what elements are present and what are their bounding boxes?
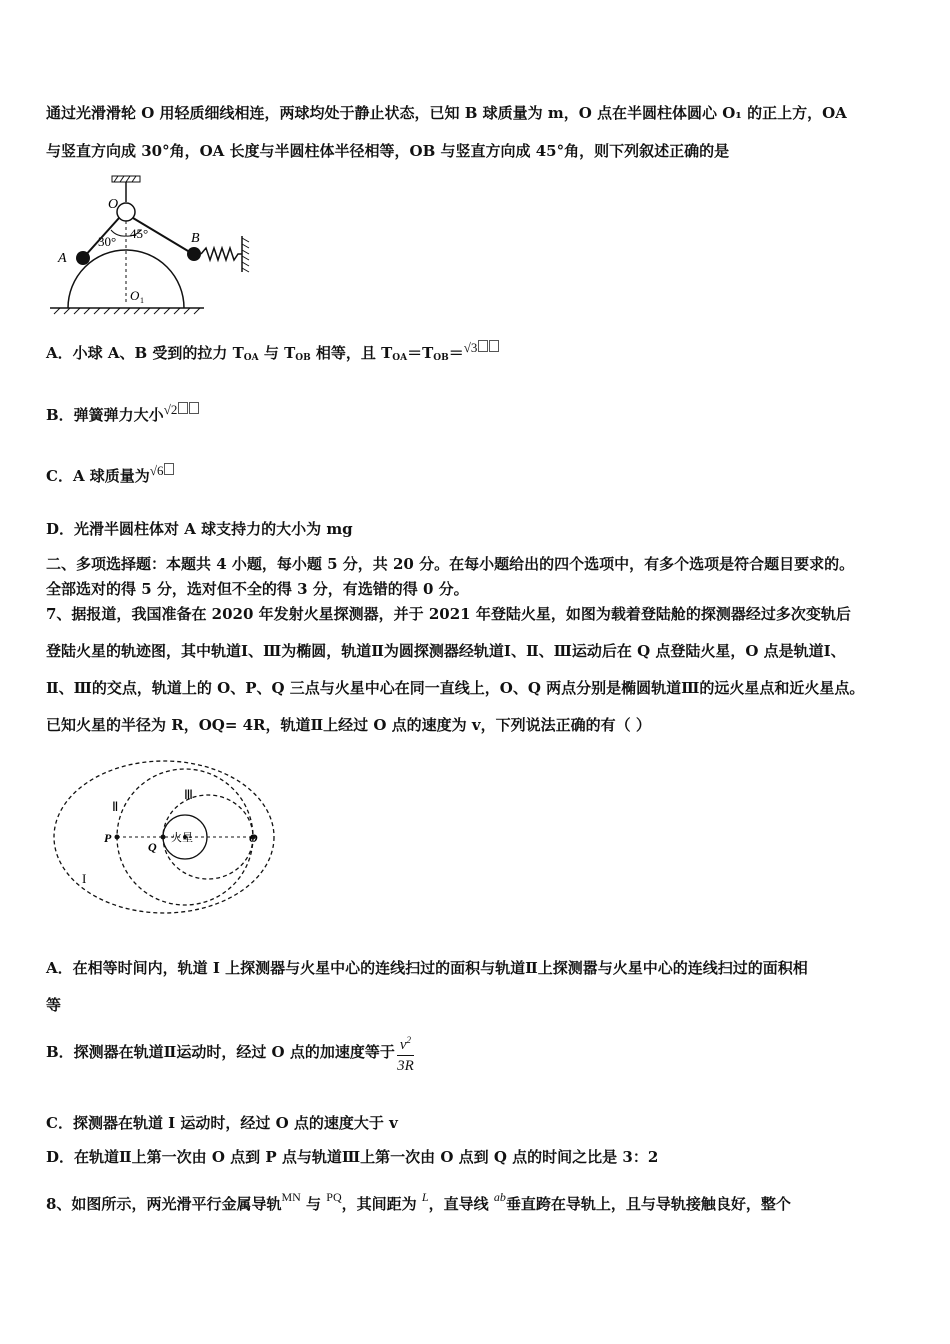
label-mars: 火星 <box>171 831 193 844</box>
label-B: B <box>191 231 200 246</box>
figure-pulley-hemisphere <box>46 172 261 320</box>
q6-option-d: D．光滑半圆柱体对 A 球支持力的大小为 mg <box>46 520 353 538</box>
q7-option-a-line1: A．在相等时间内，轨道 I 上探测器与火星中心的连线扫过的面积与轨道Ⅱ上探测嚣与火星中心的连线扫过的面积相 <box>46 959 808 977</box>
sqrt3: √3 <box>463 340 478 355</box>
q6-intro-line2: 与竖直方向成 30°角，OA 长度与半圆柱体半径相等，OB 与竖直方向成 45°角，则下列叙述正确的是 <box>46 142 730 160</box>
angle-45: 45° <box>130 226 149 241</box>
rail-PQ: PQ <box>326 1190 342 1204</box>
q6-option-a: A．小球 A、B 受到的拉力 $T_{OA}$ 与 $T_{OB}$ 相等，且 $T_{OA}=T_{OB}=√3$ <box>46 340 499 363</box>
angle-30: 30° <box>98 234 117 249</box>
wire-ab: ab <box>493 1190 506 1204</box>
q7-line3: Ⅱ、Ⅲ的交点，轨道上的 O、P、Q 三点与火星中心在同一直线上，O、Q 两点分别是椭圆轨道Ⅲ的远火星点和近火星点。 <box>46 679 865 697</box>
label-O: O <box>108 197 119 212</box>
label-orbit-II: Ⅱ <box>112 799 119 814</box>
rail-MN: MN <box>281 1190 301 1204</box>
q6-option-b: B．弹簧弹力大小√2 <box>46 402 199 425</box>
q6-option-c: C．A 球质量为√6 <box>46 463 174 486</box>
label-Q: Q <box>148 840 157 854</box>
sqrt6: √6 <box>149 463 164 478</box>
label-O1: O <box>130 288 140 303</box>
label-A: A <box>58 251 67 266</box>
q8-line1: 8、如图所示，两光滑平行金属导轨$^{MN}$ 与 $^{PQ}$，其间距为 $^L$，直导线 $^{ab}$垂直跨在导轨上，且与导轨接触良好，整个 <box>46 1190 791 1213</box>
distance-L: L <box>421 1190 429 1204</box>
q7-option-a-line2: 等 <box>46 996 62 1014</box>
q7-line2: 登陆火星的轨迹图，其中轨道Ⅰ、Ⅲ为椭圆，轨道Ⅱ为圆探测器经轨道Ⅰ、Ⅱ、Ⅲ运动后在 Q 点登陆火星，O 点是轨道Ⅰ、 <box>46 642 846 660</box>
sqrt2: √2 <box>163 402 178 417</box>
q7-line4: 已知火星的半径为 R，OQ= 4R，轨道Ⅱ上经过 O 点的速度为 v，下列说法正确的有（ ） <box>46 716 651 734</box>
section2-line1: 二、多项选择题：本题共 4 小题，每小题 5 分，共 20 分。在每小题给出的四个选项中，有多个选项是符合题目要求的。 <box>46 555 855 573</box>
label-O1-sub: 1 <box>140 296 144 305</box>
q7-option-d: D．在轨道Ⅱ上第一次由 O 点到 P 点与轨道Ⅲ上第一次由 O 点到 Q 点的时间之比是 3：2 <box>46 1148 659 1166</box>
fraction-v2-3R: $\frac{v^2}{3R}$ <box>397 1030 414 1076</box>
figure-mars-orbits <box>46 755 296 920</box>
label-O2: O <box>249 831 258 845</box>
q7-option-c: C．探测器在轨道 I 运动时，经过 O 点的速度大于 v <box>46 1114 398 1132</box>
label-P: P <box>104 831 112 845</box>
label-orbit-I: I <box>82 871 87 886</box>
q6-intro-line1: 通过光滑滑轮 O 用轻质细线相连，两球均处于静止状态，已知 B 球质量为 m，O 点在半圆柱体圆心 O₁ 的正上方，OA <box>46 104 847 122</box>
q7-line1: 7、据报道，我国准备在 2020 年发射火星探测器，并于 2021 年登陆火星，如图为载着登陆舱的探测器经过多次变轨后 <box>46 605 851 623</box>
q7-option-b: B．探测器在轨道Ⅱ运动时，经过 O 点的加速度等于 $\frac{v^2}{3R}$ <box>46 1030 416 1076</box>
section2-line2: 全部选对的得 5 分，选对但不全的得 3 分，有选错的得 0 分。 <box>46 580 469 598</box>
label-orbit-III: Ⅲ <box>184 787 193 802</box>
